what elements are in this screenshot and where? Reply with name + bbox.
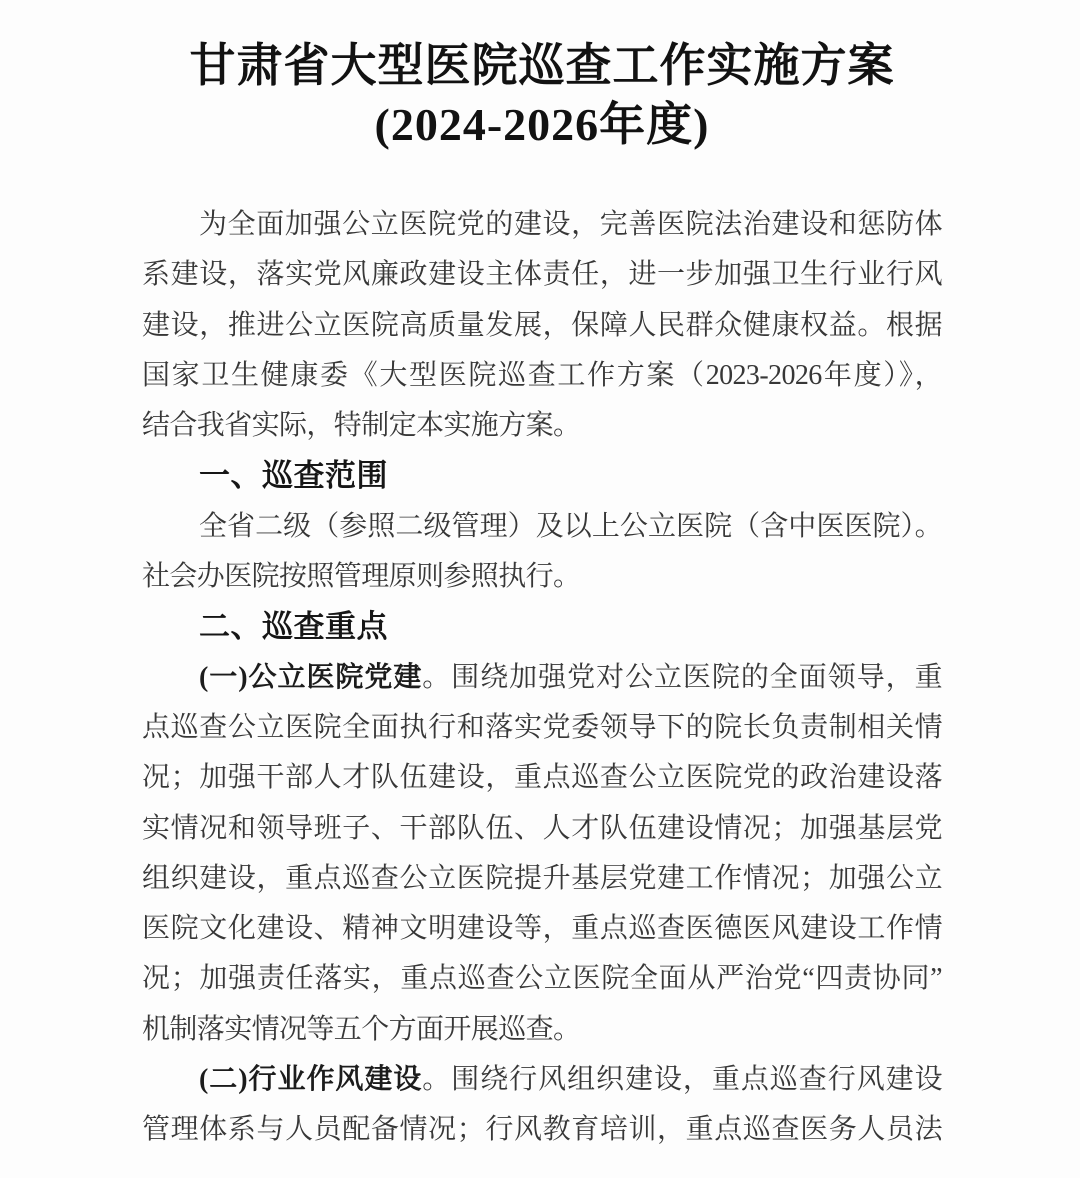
section-heading: 二、巡查重点	[199, 609, 388, 645]
title-line-1: 甘肃省大型医院巡查工作实施方案	[189, 40, 895, 91]
clause-text: 。围绕行风组织建设，重点巡查行风建设	[422, 1064, 942, 1096]
paragraph	[142, 653, 942, 1055]
document-page	[142, 36, 942, 1156]
text-line: 实情况和领导班子、干部队伍、人才队伍建设情况；加强基层党	[142, 812, 942, 844]
text-line: 为全面加强公立医院党的建设，完善医院法治建设和惩防体	[199, 209, 942, 240]
paragraph	[142, 1055, 942, 1156]
text-line: 国家卫生健康委《大型医院巡查工作方案（2023-2026年度）》，	[142, 359, 942, 391]
clause-heading: (一)公立医院党建	[199, 661, 423, 693]
document-body	[142, 200, 942, 1156]
text-line: 况；加强责任落实，重点巡查公立医院全面从严治党“四责协同”	[142, 963, 942, 995]
text-line	[142, 653, 942, 703]
text-line: 建设，推进公立医院高质量发展，保障人民群众健康权益。根据	[142, 309, 942, 341]
document-title	[142, 36, 942, 154]
title-line-2: (2024-2026年度)	[374, 99, 710, 150]
text-line: 结合我省实际，特制定本实施方案。	[142, 410, 581, 442]
text-line	[142, 1055, 942, 1105]
text-line: 况；加强干部人才队伍建设，重点巡查公立医院党的政治建设落	[142, 762, 942, 794]
clause-heading: (二)行业作风建设	[199, 1064, 423, 1096]
paragraph	[142, 200, 942, 451]
text-line: 系建设，落实党风廉政建设主体责任，进一步加强卫生行业行风	[142, 259, 942, 291]
section-heading: 一、巡查范围	[199, 458, 388, 494]
text-line: 管理体系与人员配备情况；行风教育培训，重点巡查医务人员法	[142, 1114, 942, 1146]
text-line: 机制落实情况等五个方面开展巡查。	[142, 1013, 581, 1045]
text-line: 医院文化建设、精神文明建设等，重点巡查医德医风建设工作情	[142, 913, 942, 945]
paragraph	[142, 502, 942, 603]
text-line: 点巡查公立医院全面执行和落实党委领导下的院长负责制相关情	[142, 711, 942, 743]
text-line: 组织建设，重点巡查公立医院提升基层党建工作情况；加强公立	[142, 862, 942, 894]
text-line: 全省二级（参照二级管理）及以上公立医院（含中医医院）。	[199, 510, 942, 542]
clause-text: 。围绕加强党对公立医院的全面领导，重	[422, 661, 942, 693]
text-line: 社会办医院按照管理原则参照执行。	[142, 561, 581, 593]
